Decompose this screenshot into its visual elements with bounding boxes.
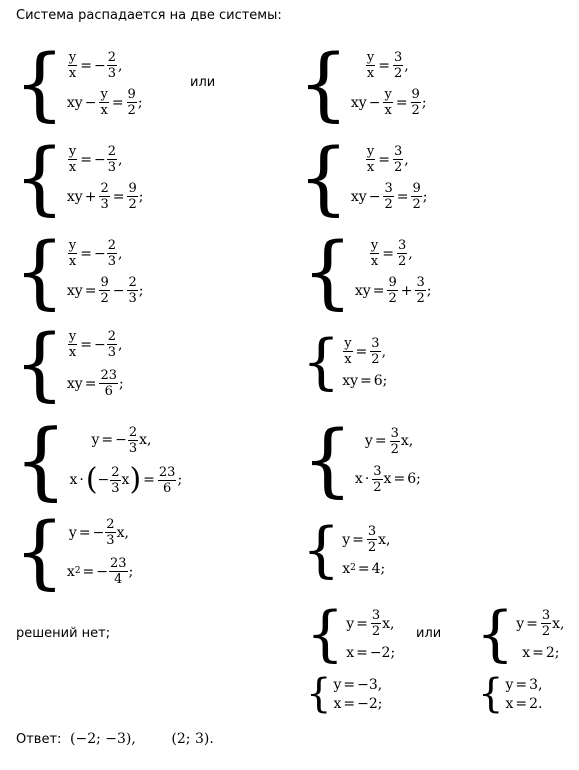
equation: y = $\frac{3}{2}$ x , (346, 608, 395, 640)
no-solutions-label: решений нет; (16, 626, 111, 641)
equation: x = 2 ; (522, 644, 560, 661)
equation: xy = $\frac{9}{2}$ − $\frac{2}{3}$ ; (66, 275, 144, 306)
equation: y = 3 , (505, 676, 543, 693)
system-left-1: { $\frac{y}{x}$ = − $\frac{2}{3}$ , xy − $\frac{y}{x}$ = $\frac{9}{2}$ ; (14, 37, 143, 130)
equation: x = 2 . (505, 695, 543, 712)
equation: y = $\frac{3}{2}$ x , (364, 425, 414, 457)
equation: x = −2 ; (333, 695, 383, 712)
system-right-3: { $\frac{y}{x}$ = $\frac{3}{2}$ , xy = $\frac{9}{2}$ + $\frac{3}{2}$ ; (302, 225, 432, 318)
equation: y = $\frac{3}{2}$ x , (516, 608, 565, 640)
equation: $\frac{y}{x}$ = − $\frac{2}{3}$ , (68, 329, 123, 360)
system-left-3: { $\frac{y}{x}$ = − $\frac{2}{3}$ , xy = $\frac{9}{2}$ − $\frac{2}{3}$ ; (14, 225, 144, 318)
equation: y = $\frac{3}{2}$ x , (342, 524, 391, 556)
equation: x = −2 ; (346, 644, 396, 661)
equation: xy = $\frac{9}{2}$ + $\frac{3}{2}$ ; (354, 275, 432, 306)
equation: y = −3 , (333, 676, 383, 693)
or-label: или (190, 75, 216, 90)
system-left-6: { y = − $\frac{2}{3}$ x , x 2 = − $\frac{23}{4}$ ; (14, 505, 134, 598)
system-right-8b: { y = 3 , x = 2 . (478, 671, 543, 717)
equation: $\frac{y}{x}$ = $\frac{3}{2}$ , (344, 336, 387, 368)
system-right-7a: { y = $\frac{3}{2}$ x , x = −2 ; (306, 599, 396, 669)
equation: xy − $\frac{y}{x}$ = $\frac{9}{2}$ ; (66, 87, 143, 118)
equation: x 2 = − $\frac{23}{4}$ ; (66, 556, 134, 587)
equation: x · ( − $\frac{2}{3}$ x ) = $\frac{23}{6}$ ; (69, 462, 183, 497)
equation: xy = 6 ; (342, 372, 388, 389)
heading: Система распадается на две системы: (16, 8, 282, 23)
equation: x · $\frac{3}{2}$ x = 6 ; (354, 463, 421, 495)
system-right-7b: { y = $\frac{3}{2}$ x , x = 2 ; (476, 599, 565, 669)
system-right-6: { y = $\frac{3}{2}$ x , x 2 = 4 ; (302, 515, 391, 585)
equation: $\frac{y}{x}$ = $\frac{3}{2}$ , (366, 144, 409, 175)
equation: $\frac{y}{x}$ = $\frac{3}{2}$ , (366, 50, 409, 81)
equation: y = − $\frac{2}{3}$ x , (68, 517, 129, 548)
equation: xy − $\frac{y}{x}$ = $\frac{9}{2}$ ; (350, 87, 427, 118)
equation: $\frac{y}{x}$ = $\frac{3}{2}$ , (370, 238, 413, 269)
system-right-2: { $\frac{y}{x}$ = $\frac{3}{2}$ , xy − $\frac{3}{2}$ = $\frac{9}{2}$ ; (298, 131, 428, 224)
equation: $\frac{y}{x}$ = − $\frac{2}{3}$ , (68, 50, 123, 81)
or-label: или (416, 626, 442, 641)
answer-value: (−2; −3), (2; 3). (70, 731, 214, 747)
equation: xy + $\frac{2}{3}$ = $\frac{9}{2}$ ; (66, 181, 144, 212)
equation: x 2 = 4 ; (342, 560, 386, 577)
equation: xy = $\frac{23}{6}$ ; (66, 368, 124, 399)
system-right-5: { y = $\frac{3}{2}$ x , x · $\frac{3}{2}$ x = 6 ; (302, 413, 421, 506)
system-left-5: { y = − $\frac{2}{3}$ x , x · ( − $\frac{2}{3}$ x ) = $\frac{23}{6}$ ; (14, 411, 183, 509)
equation: y = − $\frac{2}{3}$ x , (91, 424, 152, 456)
equation: $\frac{y}{x}$ = − $\frac{2}{3}$ , (68, 144, 123, 175)
answer-label: Ответ: (16, 732, 62, 747)
equation: $\frac{y}{x}$ = − $\frac{2}{3}$ , (68, 238, 123, 269)
system-right-4: { $\frac{y}{x}$ = $\frac{3}{2}$ , xy = 6 ; (302, 327, 388, 397)
system-right-8a: { y = −3 , x = −2 ; (306, 671, 383, 717)
system-left-4: { $\frac{y}{x}$ = − $\frac{2}{3}$ , xy = $\frac{23}{6}$ ; (14, 317, 124, 410)
system-left-2: { $\frac{y}{x}$ = − $\frac{2}{3}$ , xy + $\frac{2}{3}$ = $\frac{9}{2}$ ; (14, 131, 144, 224)
system-right-1: { $\frac{y}{x}$ = $\frac{3}{2}$ , xy − $\frac{y}{x}$ = $\frac{9}{2}$ ; (298, 37, 427, 130)
equation: xy − $\frac{3}{2}$ = $\frac{9}{2}$ ; (350, 181, 428, 212)
